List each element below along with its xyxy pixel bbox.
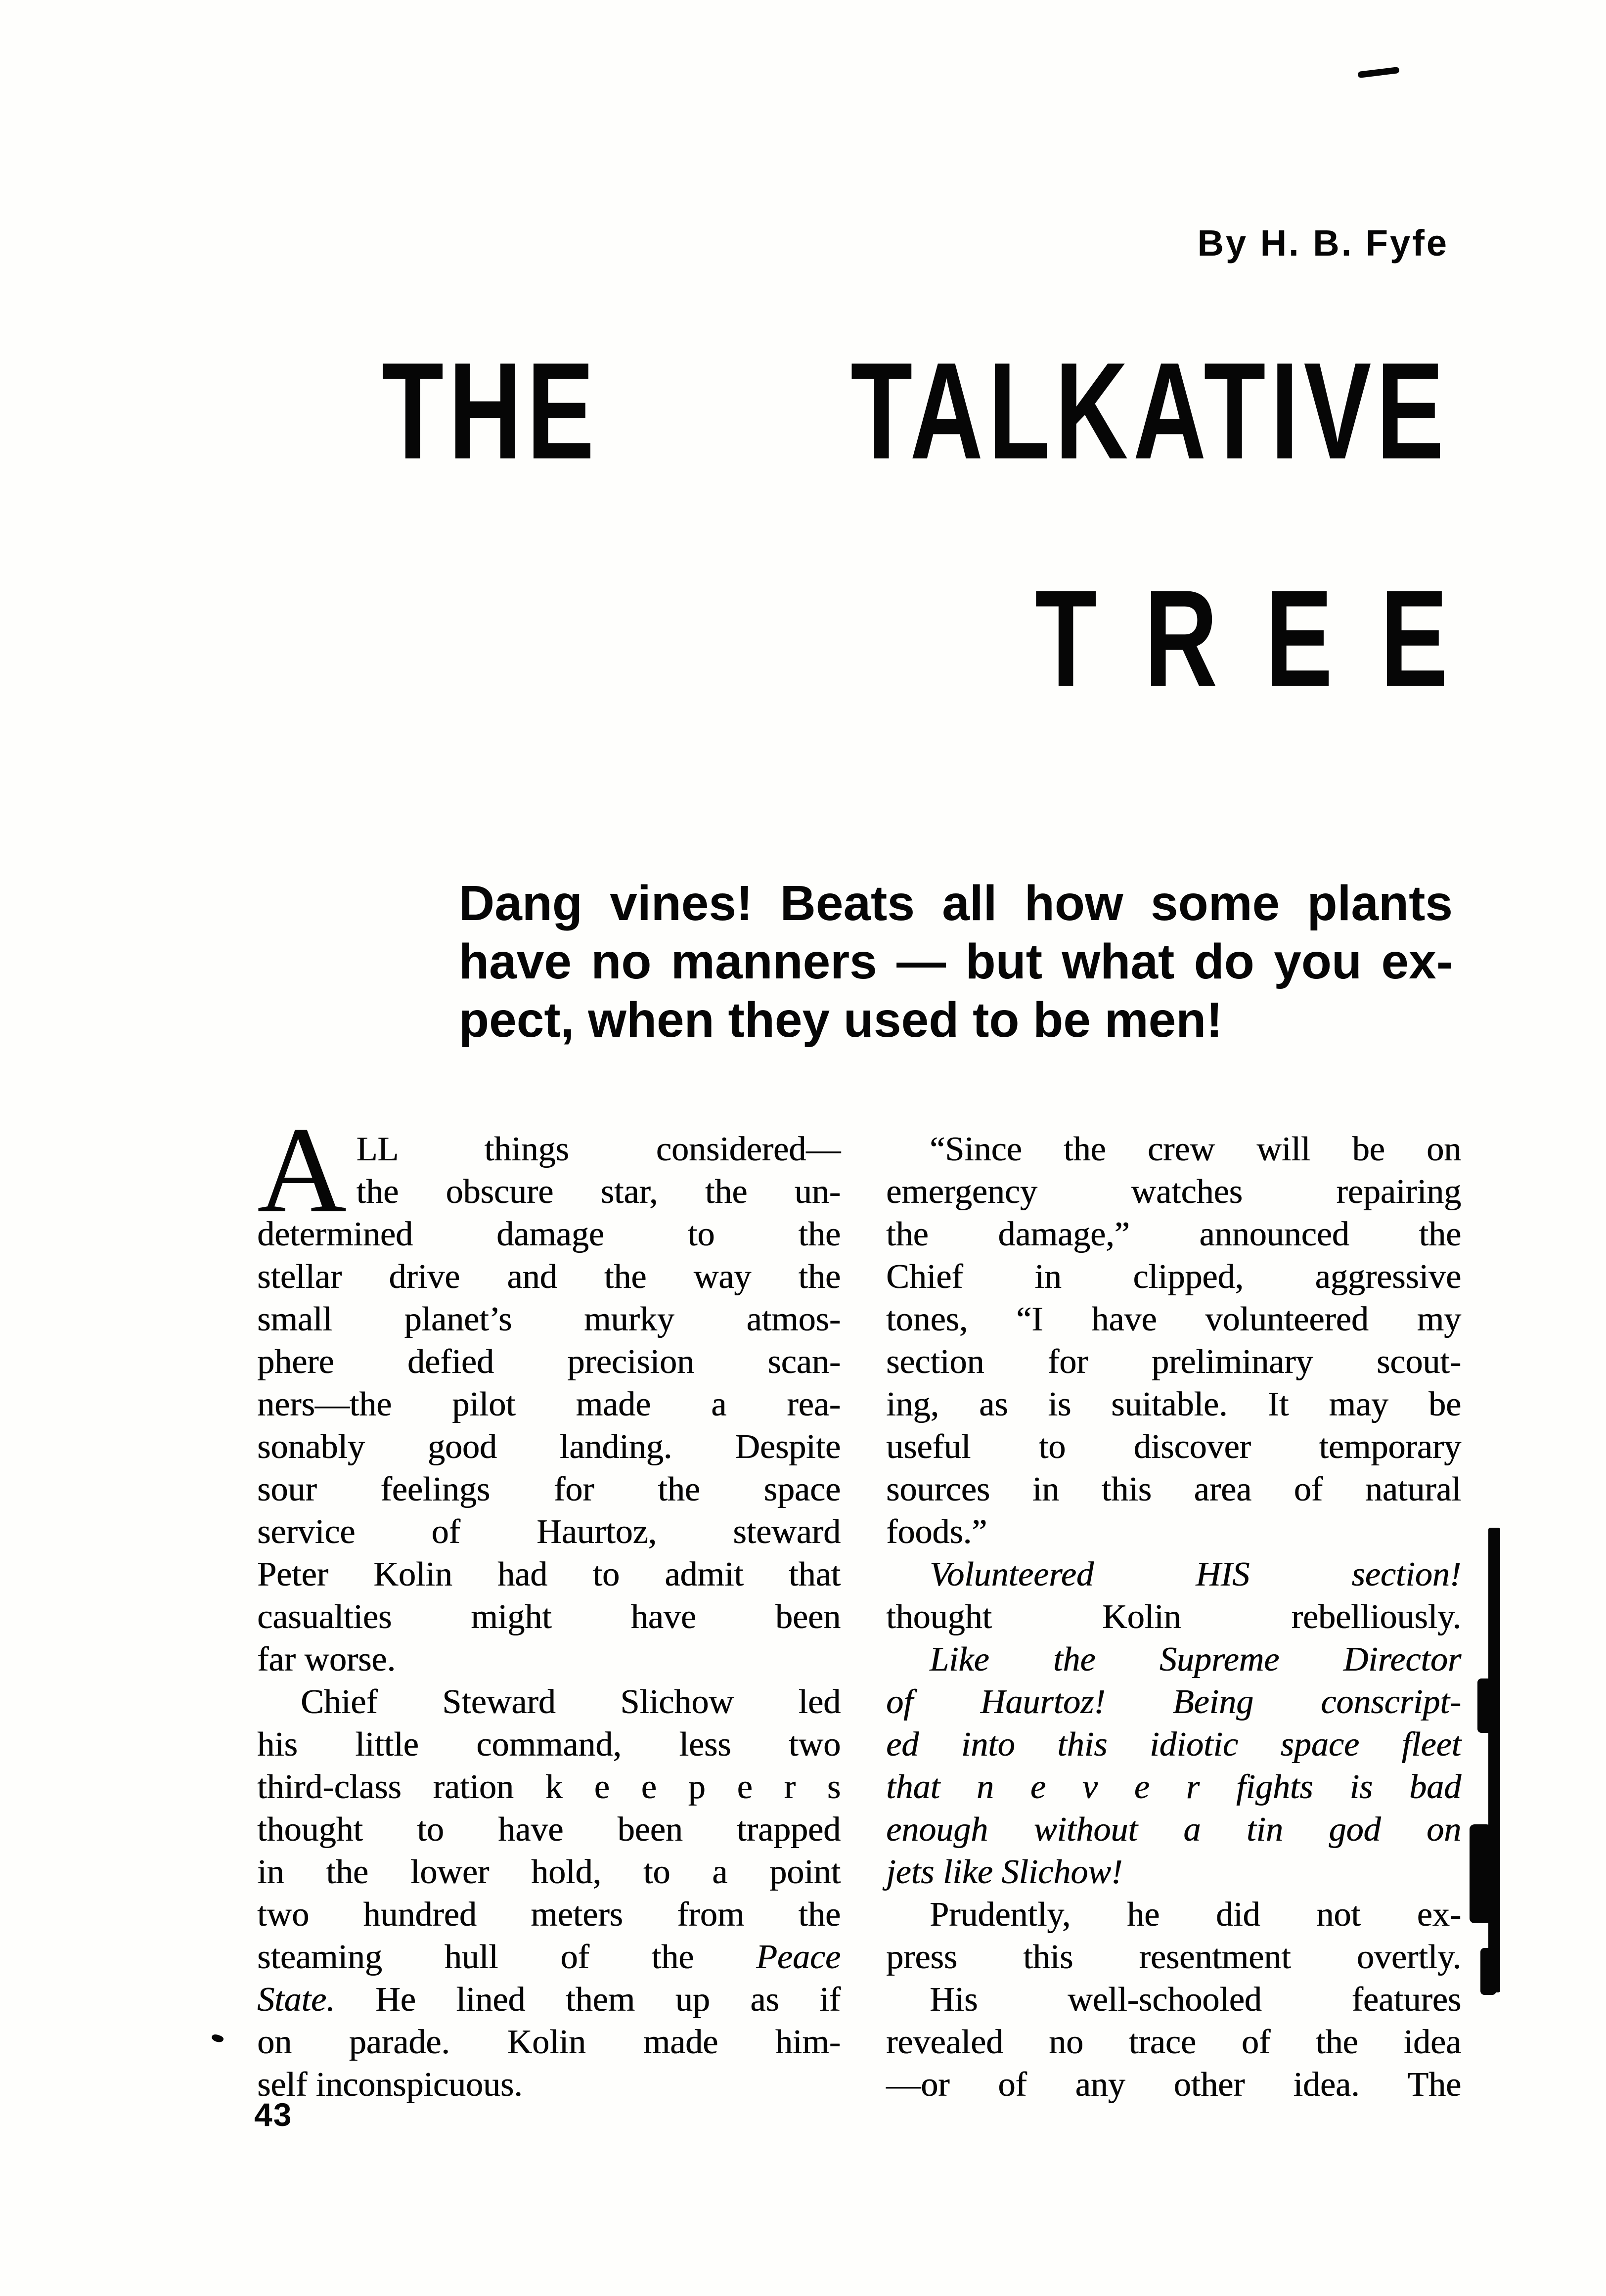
- text-line: Prudently, he did not ex-: [930, 1896, 1461, 1934]
- text-line: useful to discover temporary: [886, 1428, 1461, 1466]
- text-line: determined damage to the: [257, 1215, 841, 1253]
- page-number: 43: [254, 2096, 293, 2133]
- scan-artifact-blob: [1477, 1678, 1491, 1733]
- text-line: service of Haurtoz, steward: [257, 1513, 841, 1551]
- text-line: sonably good landing. Despite: [257, 1428, 841, 1466]
- blurb-line: have no manners — but what do you ex-: [459, 934, 1453, 989]
- text-line: the damage,” announced the: [886, 1215, 1461, 1253]
- text-line: “Since the crew will be on: [930, 1130, 1461, 1168]
- text-line: foods.”: [886, 1513, 987, 1551]
- paragraph: [886, 1638, 1461, 1894]
- text-line: LL things considered—: [356, 1130, 841, 1168]
- byline: By H. B. Fyfe: [1197, 222, 1449, 264]
- text-line: on parade. Kolin made him-: [257, 2023, 841, 2061]
- text-line: small planet’s murky atmos-: [257, 1300, 841, 1338]
- scan-artifact-blob: [1480, 1948, 1496, 1995]
- text-line: steaming hull of the Peace: [257, 1938, 841, 1976]
- blurb-line: Dang vines! Beats all how some plants: [459, 876, 1453, 931]
- title-letter: T: [1035, 561, 1102, 716]
- text-line: Peter Kolin had to admit that: [257, 1555, 841, 1593]
- text-line: casualties might have been: [257, 1598, 841, 1636]
- text-line: sour feelings for the space: [257, 1470, 841, 1508]
- text-line: ed into this idiotic space fleet: [886, 1725, 1461, 1764]
- story-title-line-1: [382, 334, 1449, 488]
- story-title-line-2: [1035, 561, 1453, 716]
- text-line: ners—the pilot made a rea-: [257, 1385, 841, 1423]
- paragraph: [257, 1681, 841, 2106]
- text-line: Chief in clipped, aggressive: [886, 1258, 1461, 1296]
- title-letter: E: [1380, 561, 1453, 716]
- text-line: tones, “I have volunteered my: [886, 1300, 1461, 1338]
- scan-artifact-blob: [1470, 1824, 1491, 1923]
- scan-artifact-dash: [1358, 67, 1400, 78]
- title-letter: R: [1144, 561, 1223, 716]
- blurb-line: pect, when they used to be men!: [459, 992, 1223, 1048]
- text-line: that n e v e r fights is bad: [886, 1768, 1461, 1806]
- paragraph: [886, 1553, 1461, 1638]
- drop-cap: A: [257, 1102, 347, 1238]
- title-word: TALKATIVE: [850, 334, 1449, 488]
- text-line: third-class ration k e e p e r s: [257, 1768, 841, 1806]
- text-line: jets like Slichow!: [886, 1853, 1123, 1891]
- paragraph: [886, 1128, 1461, 1553]
- text-line: the obscure star, the un-: [356, 1173, 841, 1211]
- text-line: —or of any other idea. The: [886, 2066, 1461, 2104]
- text-column-left: [257, 1102, 841, 2106]
- text-line: sources in this area of natural: [886, 1470, 1461, 1508]
- scan-artifact-speck: [211, 2033, 224, 2043]
- text-line: self inconspicuous.: [257, 2066, 523, 2104]
- paragraph: [886, 1894, 1461, 1979]
- text-line: of Haurtoz! Being conscript-: [886, 1683, 1461, 1721]
- text-column-right: [886, 1128, 1461, 2106]
- text-line: State. He lined them up as if: [257, 1981, 841, 2019]
- title-word: THE: [382, 334, 599, 488]
- text-line: in the lower hold, to a point: [257, 1853, 841, 1891]
- text-line: emergency watches repairing: [886, 1173, 1461, 1211]
- text-line: ing, as is suitable. It may be: [886, 1385, 1461, 1423]
- text-line: thought Kolin rebelliously.: [886, 1598, 1461, 1636]
- title-letter: E: [1265, 561, 1338, 716]
- text-line: section for preliminary scout-: [886, 1343, 1461, 1381]
- text-line: stellar drive and the way the: [257, 1258, 841, 1296]
- text-line: Volunteered HIS section!: [930, 1555, 1461, 1593]
- scan-artifact-bar: [1488, 1528, 1500, 1992]
- paragraph: [886, 1979, 1461, 2106]
- text-line: His well-schooled features: [930, 1981, 1461, 2019]
- text-line: revealed no trace of the idea: [886, 2023, 1461, 2061]
- text-line: two hundred meters from the: [257, 1896, 841, 1934]
- text-line: phere defied precision scan-: [257, 1343, 841, 1381]
- text-line: his little command, less two: [257, 1725, 841, 1764]
- text-line: thought to have been trapped: [257, 1810, 841, 1849]
- text-line: Like the Supreme Director: [930, 1640, 1461, 1678]
- text-line: press this resentment overtly.: [886, 1938, 1461, 1976]
- title-letters: [1035, 561, 1453, 716]
- text-line: far worse.: [257, 1640, 396, 1678]
- text-line: enough without a tin god on: [886, 1810, 1461, 1849]
- story-blurb: [459, 874, 1453, 1049]
- title-words: [382, 334, 1449, 488]
- paragraph: [257, 1102, 841, 1681]
- text-line: Chief Steward Slichow led: [301, 1683, 841, 1721]
